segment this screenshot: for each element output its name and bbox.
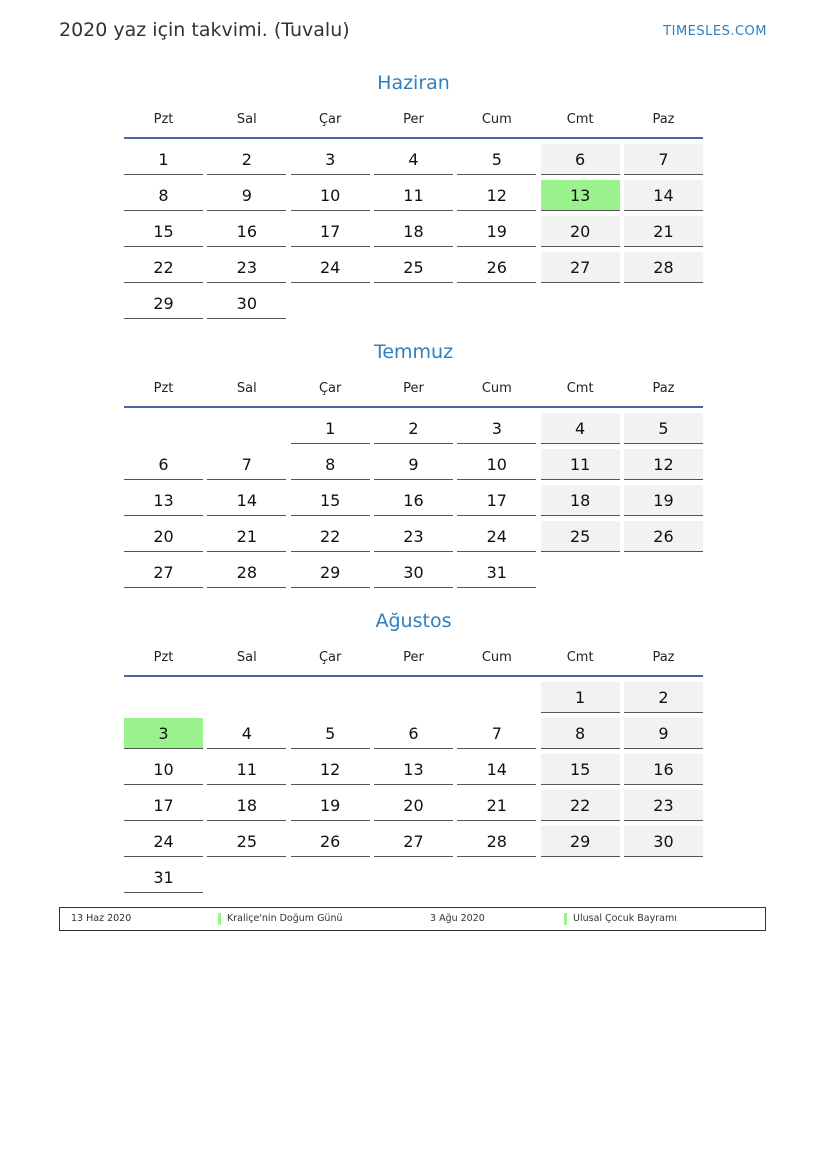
- weekend-day-cell: 30: [624, 826, 703, 857]
- day-cell: 8: [291, 449, 370, 480]
- day-cell: 18: [207, 790, 286, 821]
- week-row: [124, 251, 703, 287]
- week-row: [124, 825, 703, 861]
- weekend-day-cell: 14: [624, 180, 703, 211]
- week-row: [124, 287, 703, 323]
- week-row: [124, 215, 703, 251]
- brand-link[interactable]: TIMESLES.COM: [663, 24, 767, 39]
- empty-day-cell: [457, 862, 536, 893]
- week-row: [124, 789, 703, 825]
- empty-day-cell: [124, 682, 203, 713]
- empty-day-cell: [624, 288, 703, 319]
- month-block: [124, 606, 703, 897]
- weekend-day-cell: 19: [624, 485, 703, 516]
- empty-day-cell: [207, 862, 286, 893]
- weekend-day-cell: 7: [624, 144, 703, 175]
- weekday-label: Cum: [481, 380, 512, 396]
- day-cell: 11: [374, 180, 453, 211]
- day-cell: 4: [374, 144, 453, 175]
- day-cell: 31: [457, 557, 536, 588]
- day-cell: 24: [291, 252, 370, 283]
- weekend-day-cell: 15: [541, 754, 620, 785]
- weekday-label: Çar: [318, 649, 342, 665]
- weekend-day-cell: 28: [624, 252, 703, 283]
- day-cell: 25: [207, 826, 286, 857]
- legend-date: 13 Haz 2020: [71, 913, 132, 924]
- month-block: [124, 68, 703, 323]
- legend-holiday-name: Ulusal Çocuk Bayramı: [573, 913, 677, 924]
- day-cell: 18: [374, 216, 453, 247]
- weekend-day-cell: 23: [624, 790, 703, 821]
- weekend-day-cell: 8: [541, 718, 620, 749]
- legend-date: 3 Ağu 2020: [430, 913, 485, 924]
- week-row: [124, 179, 703, 215]
- day-cell: 13: [374, 754, 453, 785]
- day-cell: 9: [207, 180, 286, 211]
- week-row: [124, 520, 703, 556]
- day-cell: 23: [374, 521, 453, 552]
- day-cell: 6: [124, 449, 203, 480]
- day-cell: 28: [207, 557, 286, 588]
- week-row: [124, 143, 703, 179]
- day-cell: 10: [124, 754, 203, 785]
- day-cell: 17: [457, 485, 536, 516]
- week-row: [124, 717, 703, 753]
- day-cell: 13: [124, 485, 203, 516]
- week-row: [124, 412, 703, 448]
- day-cell: 22: [291, 521, 370, 552]
- weekday-label: Cmt: [566, 380, 594, 396]
- empty-day-cell: [124, 413, 203, 444]
- weekend-day-cell: 11: [541, 449, 620, 480]
- day-cell: 30: [374, 557, 453, 588]
- header-divider: [124, 406, 703, 408]
- day-cell: 21: [207, 521, 286, 552]
- weekday-label: Paz: [652, 111, 675, 127]
- empty-day-cell: [541, 862, 620, 893]
- weekday-label: Çar: [318, 380, 342, 396]
- day-cell: 14: [457, 754, 536, 785]
- weekday-label: Per: [403, 111, 424, 127]
- weekend-day-cell: 6: [541, 144, 620, 175]
- day-cell: 2: [374, 413, 453, 444]
- holiday-day-cell: 3: [124, 718, 203, 749]
- month-title: Haziran: [377, 72, 450, 94]
- weekday-label: Pzt: [153, 380, 174, 396]
- day-cell: 10: [291, 180, 370, 211]
- day-cell: 17: [124, 790, 203, 821]
- weekend-day-cell: 2: [624, 682, 703, 713]
- holiday-color-marker: [564, 913, 567, 925]
- day-cell: 11: [207, 754, 286, 785]
- day-cell: 10: [457, 449, 536, 480]
- day-cell: 29: [291, 557, 370, 588]
- empty-day-cell: [374, 288, 453, 319]
- day-cell: 15: [124, 216, 203, 247]
- day-cell: 7: [457, 718, 536, 749]
- weekend-day-cell: 21: [624, 216, 703, 247]
- day-cell: 6: [374, 718, 453, 749]
- weekday-label: Cmt: [566, 111, 594, 127]
- day-cell: 5: [457, 144, 536, 175]
- empty-day-cell: [291, 288, 370, 319]
- day-cell: 20: [374, 790, 453, 821]
- weekend-day-cell: 29: [541, 826, 620, 857]
- day-cell: 12: [291, 754, 370, 785]
- day-cell: 15: [291, 485, 370, 516]
- day-cell: 16: [374, 485, 453, 516]
- weekday-label: Sal: [236, 380, 257, 396]
- day-cell: 2: [207, 144, 286, 175]
- weekday-label: Cum: [481, 111, 512, 127]
- day-cell: 5: [291, 718, 370, 749]
- day-cell: 23: [207, 252, 286, 283]
- day-cell: 8: [124, 180, 203, 211]
- weekday-label: Paz: [652, 380, 675, 396]
- header-divider: [124, 675, 703, 677]
- weekday-label: Cum: [481, 649, 512, 665]
- day-cell: 24: [124, 826, 203, 857]
- week-row: [124, 861, 703, 897]
- day-cell: 7: [207, 449, 286, 480]
- day-cell: 3: [291, 144, 370, 175]
- weekend-day-cell: 4: [541, 413, 620, 444]
- day-cell: 31: [124, 862, 203, 893]
- weekend-day-cell: 25: [541, 521, 620, 552]
- day-cell: 3: [457, 413, 536, 444]
- week-row: [124, 448, 703, 484]
- week-row: [124, 681, 703, 717]
- weekend-day-cell: 1: [541, 682, 620, 713]
- day-cell: 4: [207, 718, 286, 749]
- weekend-day-cell: 22: [541, 790, 620, 821]
- legend-holiday-name: Kraliçe'nin Doğum Günü: [227, 913, 343, 924]
- weekday-header: [124, 642, 703, 672]
- day-cell: 1: [291, 413, 370, 444]
- day-cell: 29: [124, 288, 203, 319]
- day-cell: 22: [124, 252, 203, 283]
- day-cell: 27: [374, 826, 453, 857]
- day-cell: 14: [207, 485, 286, 516]
- month-title: Ağustos: [375, 610, 452, 632]
- weekday-label: Sal: [236, 649, 257, 665]
- weekday-header: [124, 373, 703, 403]
- empty-day-cell: [624, 557, 703, 588]
- month-block: [124, 337, 703, 592]
- empty-day-cell: [541, 557, 620, 588]
- weekend-day-cell: 9: [624, 718, 703, 749]
- day-cell: 26: [457, 252, 536, 283]
- day-cell: 17: [291, 216, 370, 247]
- empty-day-cell: [624, 862, 703, 893]
- empty-day-cell: [541, 288, 620, 319]
- day-cell: 1: [124, 144, 203, 175]
- week-row: [124, 484, 703, 520]
- day-cell: 26: [291, 826, 370, 857]
- empty-day-cell: [207, 682, 286, 713]
- day-cell: 12: [457, 180, 536, 211]
- week-row: [124, 753, 703, 789]
- weekday-label: Per: [403, 380, 424, 396]
- day-cell: 16: [207, 216, 286, 247]
- day-cell: 24: [457, 521, 536, 552]
- weekend-day-cell: 26: [624, 521, 703, 552]
- day-cell: 25: [374, 252, 453, 283]
- month-title: Temmuz: [373, 341, 454, 363]
- empty-day-cell: [291, 862, 370, 893]
- page-title: 2020 yaz için takvimi. (Tuvalu): [59, 19, 350, 41]
- day-cell: 19: [291, 790, 370, 821]
- weekday-header: [124, 104, 703, 134]
- empty-day-cell: [374, 862, 453, 893]
- day-cell: 9: [374, 449, 453, 480]
- weekday-label: Sal: [236, 111, 257, 127]
- holiday-color-marker: [218, 913, 221, 925]
- weekend-day-cell: 12: [624, 449, 703, 480]
- weekday-label: Cmt: [566, 649, 594, 665]
- weekend-day-cell: 16: [624, 754, 703, 785]
- week-row: [124, 556, 703, 592]
- weekday-label: Paz: [652, 649, 675, 665]
- day-cell: 28: [457, 826, 536, 857]
- weekday-label: Pzt: [153, 111, 174, 127]
- weekend-day-cell: 18: [541, 485, 620, 516]
- day-cell: 20: [124, 521, 203, 552]
- empty-day-cell: [207, 413, 286, 444]
- day-cell: 27: [124, 557, 203, 588]
- empty-day-cell: [374, 682, 453, 713]
- weekday-label: Pzt: [153, 649, 174, 665]
- empty-day-cell: [457, 682, 536, 713]
- weekday-label: Çar: [318, 111, 342, 127]
- weekday-label: Per: [403, 649, 424, 665]
- day-cell: 21: [457, 790, 536, 821]
- holiday-legend: [59, 907, 766, 931]
- weekend-day-cell: 5: [624, 413, 703, 444]
- day-cell: 19: [457, 216, 536, 247]
- holiday-day-cell: 13: [541, 180, 620, 211]
- weekend-day-cell: 20: [541, 216, 620, 247]
- empty-day-cell: [457, 288, 536, 319]
- empty-day-cell: [291, 682, 370, 713]
- header-divider: [124, 137, 703, 139]
- weekend-day-cell: 27: [541, 252, 620, 283]
- day-cell: 30: [207, 288, 286, 319]
